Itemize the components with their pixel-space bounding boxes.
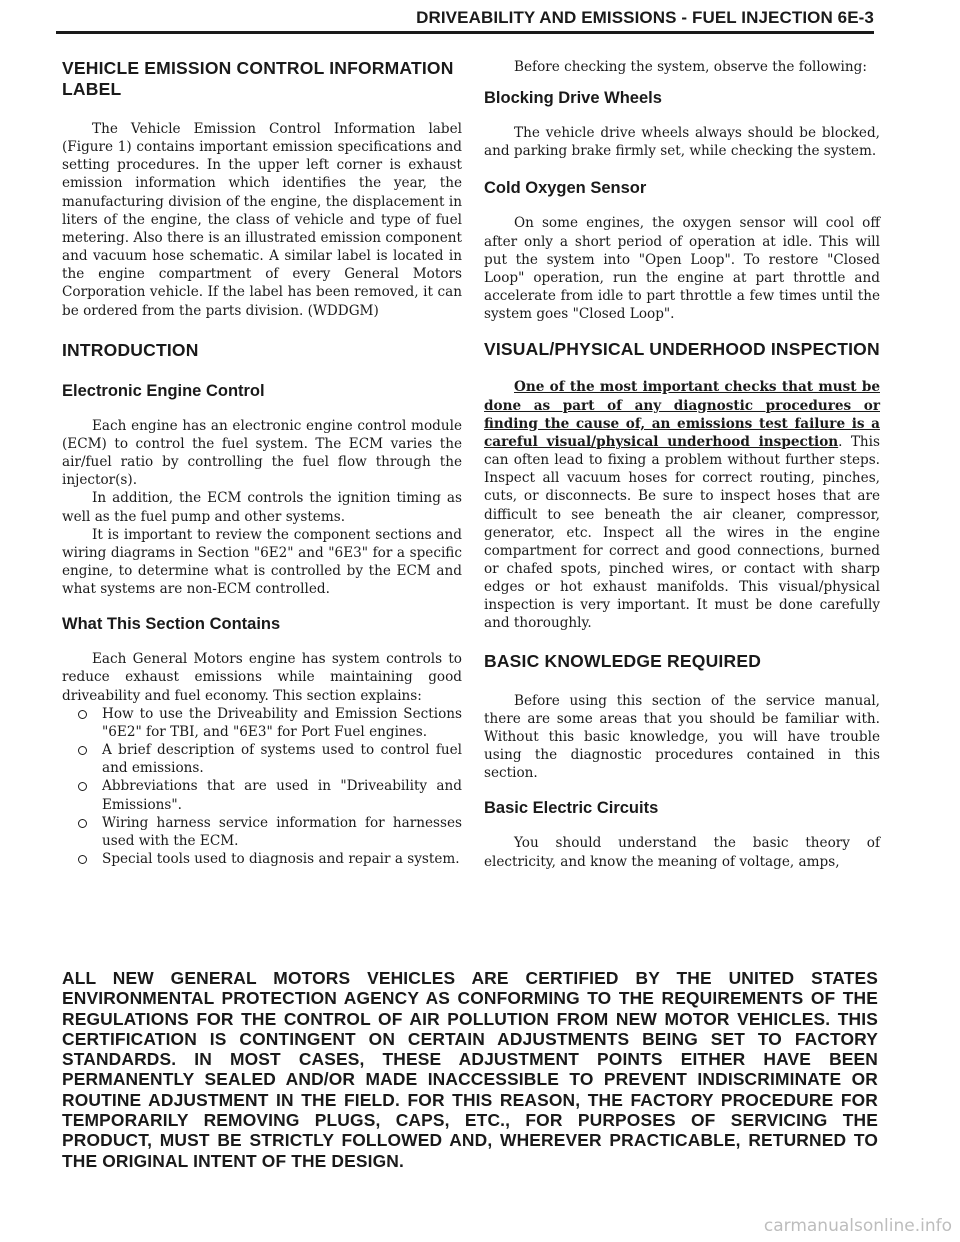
veci-paragraph: The Vehicle Emission Control Information label (Figure 1) contains important emission specifications and setting procedures. In the upper left corner is exhaust emission information which identifies the year, the manufacturing division of the engine, the displacement in liters of the engine, the class of vehicle and type of fuel metering. Also there is an illustrated emission component and vacuum hose schematic. A similar label is located in the engine compartment of every General Motors Corporation vehicle. If the label has been removed, it can be ordered from the parts division. (WDDGM) [62,121,462,319]
left-column [62,58,462,868]
bullet-icon [78,855,87,864]
section-contains-heading: What This Section Contains [62,615,281,634]
running-header: DRIVEABILITY AND EMISSIONS - FUEL INJECTION 6E-3 [56,8,874,34]
bullet-icon [78,782,87,791]
cold-oxygen-sensor-heading: Cold Oxygen Sensor [484,179,647,198]
basic-electric-circuits-paragraph: You should understand the basic theory of electricity, and know the meaning of voltage, amps, [484,835,880,870]
list-item: How to use the Driveability and Emission Sections "6E2" for TBI, and "6E3" for Port Fuel engines. [62,705,462,741]
basic-electric-circuits-heading: Basic Electric Circuits [484,799,659,818]
electronic-paragraph-1: Each engine has an electronic engine control module (ECM) to control the fuel system. The ECM varies the air/fuel ratio by controlling the fuel flow through the injector(s). [62,417,462,489]
list-item: Wiring harness service information for harnesses used with the ECM. [62,814,462,850]
list-item: A brief description of systems used to control fuel and emissions. [62,741,462,777]
bullet-icon [78,819,87,828]
basic-knowledge-paragraph: Before using this section of the service manual, there are some areas that you should be familiar with. Without this basic knowledge, you will have trouble using the diagnostic procedures contained in this section. [484,692,880,782]
list-item: Special tools used to diagnosis and repair a system. [62,850,462,868]
visual-inspection-emphasis: One of the most important checks that must be done as part of any diagnostic procedures or finding the cause of, an emissions test failure is a careful visual/physical underhood inspection [484,379,880,450]
electronic-paragraph-2: In addition, the ECM controls the ignition timing as well as the fuel pump and other systems. [62,490,462,525]
veci-heading: VEHICLE EMISSION CONTROL INFORMATION LABEL [62,58,454,99]
epa-certification-notice: ALL NEW GENERAL MOTORS VEHICLES ARE CERTIFIED BY THE UNITED STATES ENVIRONMENTAL PROTECTION AGENCY AS CONFORMING TO THE REQUIREMENTS OF THE REGULATIONS FOR THE CONTROL OF AIR POLLUTION FROM NEW MOTOR VEHICLES. THIS CERTIFICATION IS CONTINGENT ON CERTAIN ADJUSTMENTS BEING SET TO FACTORY STANDARDS. IN MOST CASES, THESE ADJUSTMENT POINTS EITHER HAVE BEEN PERMANENTLY SEALED AND/OR MADE INACCESSIBLE TO PREVENT INDISCRIMINATE OR ROUTINE ADJUSTMENT IN THE FIELD. FOR THIS REASON, THE FACTORY PROCEDURE FOR TEMPORARILY REMOVING PLUGS, CAPS, ETC., FOR PURPOSES OF SERVICING THE PRODUCT, MUST BE STRICTLY FOLLOWED AND, WHEREVER PRACTICABLE, RETURNED TO THE ORIGINAL INTENT OF THE DESIGN. [62,968,878,1171]
right-column [484,58,880,871]
bullet-icon [78,746,87,755]
section-contains-paragraph: Each General Motors engine has system controls to reduce exhaust emissions while maintaining good driveability and fuel economy. This section explains: [62,651,462,704]
list-item: Abbreviations that are used in "Driveability and Emissions". [62,777,462,813]
electronic-paragraph-3: It is important to review the component sections and wiring diagrams in Section "6E2" and "6E3" for a specific engine, to determine what is controlled by the ECM and what systems are non-ECM controlled. [62,526,462,598]
introduction-heading: INTRODUCTION [62,339,199,360]
blocking-drive-wheels-heading: Blocking Drive Wheels [484,89,662,108]
bullet-icon [78,710,87,719]
section-contents-list [62,705,462,868]
basic-knowledge-heading: BASIC KNOWLEDGE REQUIRED [484,650,762,671]
blocking-paragraph: The vehicle drive wheels always should be blocked, and parking brake firmly set, while checking the system. [484,125,880,160]
cold-oxygen-paragraph: On some engines, the oxygen sensor will cool off after only a short period of operation at idle. This will put the system into "Open Loop". To restore "Closed Loop" operation, run the engine at part throttle and accelerate from idle to part throttle a few times until the system goes "Closed Loop". [484,215,880,323]
site-watermark: carmanualsonline.info [763,1216,952,1236]
visual-inspection-paragraph [484,378,880,632]
visual-inspection-heading: VISUAL/PHYSICAL UNDERHOOD INSPECTION [484,339,880,360]
visual-inspection-body: . This can often lead to fixing a problem without further steps. Inspect all vacuum hoses for correct routing, pinches, cuts, or disconnects. Be sure to inspect hoses that are difficult to see beneath the air cleaner, compressor, generator, etc. Inspect all the wires in the engine compartment for correct and good connections, burned or chafed spots, pinched wires, or contact with sharp edges or hot exhaust manifolds. This visual/physical inspection is very important. It must be done carefully and thoroughly. [484,433,880,632]
electronic-engine-control-heading: Electronic Engine Control [62,381,265,400]
before-checking-paragraph: Before checking the system, observe the following: [514,59,867,75]
